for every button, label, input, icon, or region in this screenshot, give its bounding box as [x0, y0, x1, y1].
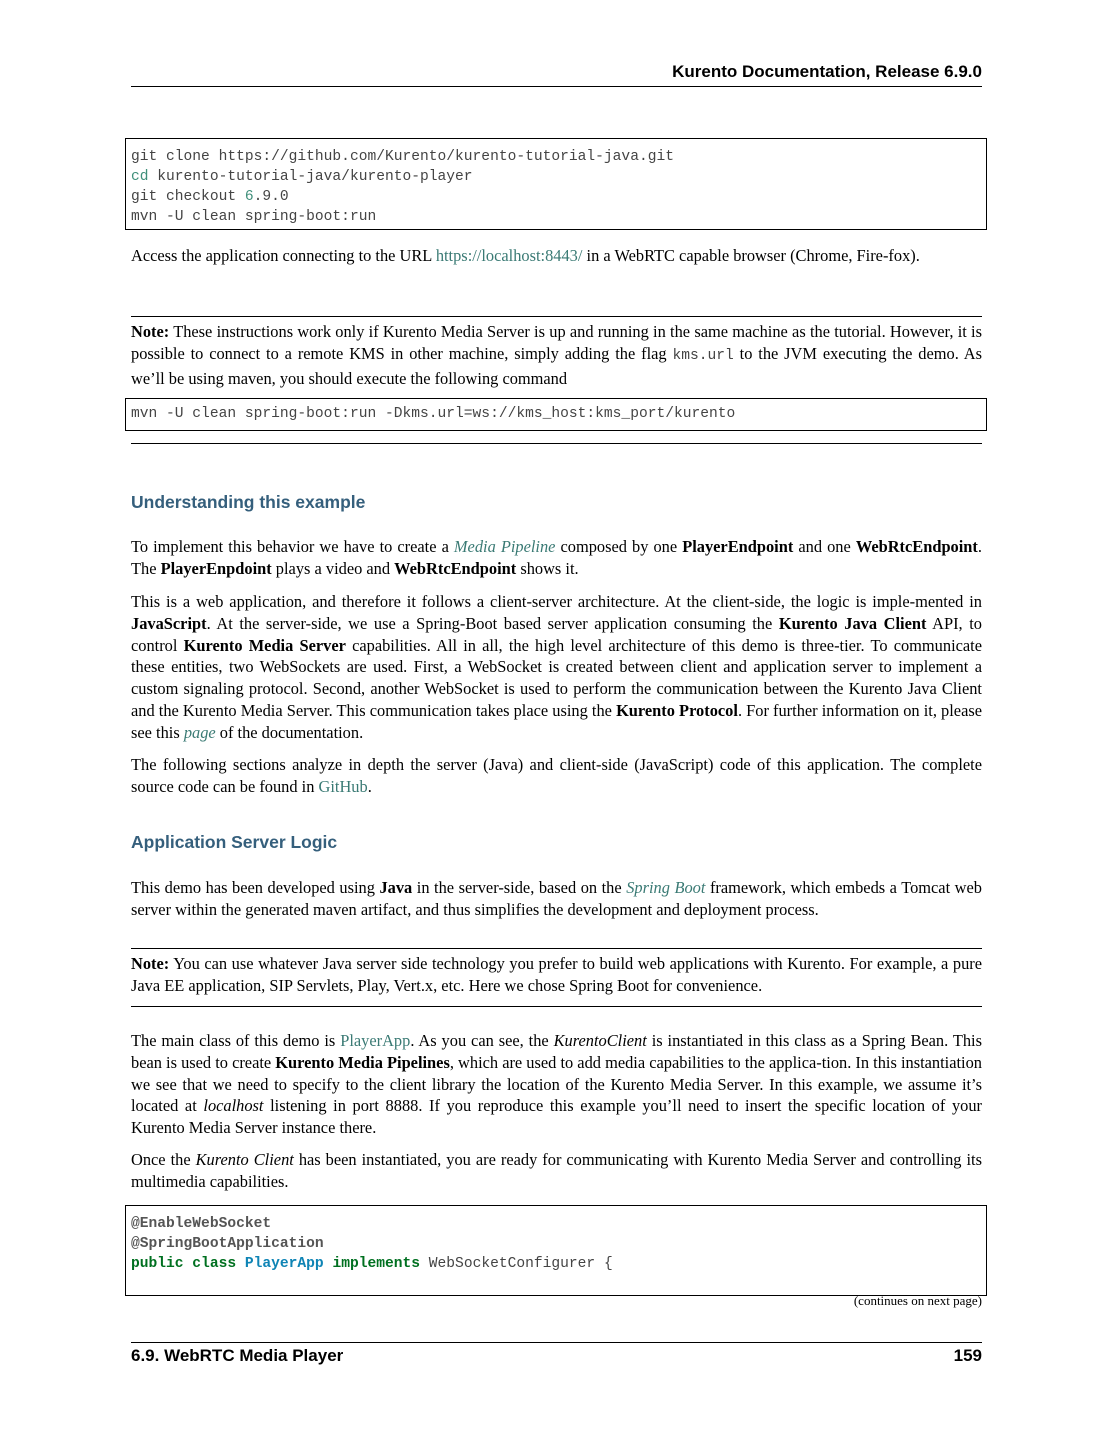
text-run: KurentoClient	[553, 1031, 647, 1050]
bold-text: Note:	[131, 954, 170, 973]
link[interactable]: Media Pipeline	[453, 537, 556, 556]
code-line: @SpringBootApplication	[131, 1236, 324, 1252]
text-run: This demo has been developed using	[131, 878, 380, 897]
code-token: git checkout	[131, 189, 245, 205]
text-run: Kurento Client	[195, 1150, 294, 1169]
note-paragraph	[131, 321, 982, 389]
text-run: This is a web application, and therefore it follows a client-server architecture. At the client-side, the logic is imple-mented in	[131, 592, 982, 611]
bold-text: Note:	[131, 322, 170, 341]
code-line: mvn -U clean spring-boot:run	[131, 209, 377, 225]
link[interactable]: page	[183, 722, 216, 742]
note-paragraph	[131, 953, 982, 997]
footer-section: 6.9. WebRTC Media Player	[131, 1346, 344, 1365]
text-run: Access the application connecting to the URL	[131, 246, 436, 265]
text-run: . For further information on it, please see this	[131, 700, 982, 742]
text-run: . The	[131, 537, 982, 578]
bold-text: WebRtcEndpoint	[855, 537, 978, 556]
code-block-kms-url	[125, 398, 987, 431]
page-number: 159	[953, 1346, 982, 1365]
text-run: and one	[793, 537, 856, 556]
text-run: Once the	[131, 1150, 196, 1169]
section-heading: Application Server Logic	[131, 832, 338, 852]
text-run: .	[367, 776, 372, 796]
paragraph	[131, 245, 982, 267]
text-run: localhost	[203, 1096, 264, 1116]
text-run: listening in port 8888. If you reproduce this example you’ll need to insert the specific location of your Kurento Media Server instance there.	[131, 1096, 982, 1138]
note-rule-top	[131, 948, 982, 949]
running-footer	[131, 1346, 982, 1366]
bold-text: Kurento Java Client	[778, 613, 927, 633]
code-token: kurento-tutorial-java/kurento-player	[148, 169, 473, 185]
continues-note: (continues on next page)	[853, 1293, 982, 1308]
paragraph	[131, 754, 982, 798]
note-rule-bottom	[131, 443, 982, 444]
section-heading: Understanding this example	[131, 492, 366, 512]
bold-text: PlayerEndpoint	[682, 537, 794, 556]
bold-text: Kurento Media Pipelines	[275, 1052, 450, 1072]
paragraph	[131, 591, 982, 744]
paragraph	[131, 536, 982, 580]
code-line: git clone https://github.com/Kurento/kurento-tutorial-java.git	[131, 149, 674, 165]
code-line: mvn -U clean spring-boot:run -Dkms.url=ws://kms_host:kms_port/kurento	[131, 406, 736, 422]
code-block-clone	[125, 138, 987, 230]
bold-text: WebRtcEndpoint	[394, 558, 517, 578]
header-rule	[131, 86, 982, 87]
bold-text: Kurento Media Server	[183, 635, 346, 655]
text-run: is instantiated in this class as a Spring Bean. This bean is used to create	[131, 1031, 982, 1072]
text-run: API, to control	[131, 613, 982, 655]
bold-text: JavaScript	[131, 613, 207, 633]
bold-text: Java	[379, 878, 413, 897]
code-line: @EnableWebSocket	[131, 1216, 272, 1232]
code-token: cd	[131, 169, 149, 185]
text-run: You can use whatever Java server side technology you prefer to build web applications with Kurento. For example, a pure Java EE application, SIP Servlets, Play, Vert.x, etc. Here we chose Spring Boot for convenience.	[131, 954, 982, 995]
text-run: . At the server-side, we use a Spring-Boot based server application consuming the	[206, 613, 779, 633]
paragraph	[131, 1030, 982, 1139]
code-block-playerapp	[125, 1205, 987, 1296]
text-run: These instructions work only if Kurento Media Server is up and running in the same machine as the tutorial. However, it is possible to connect to a remote KMS in other machine, simply adding the flag	[131, 322, 982, 363]
link[interactable]: PlayerApp	[340, 1031, 411, 1050]
text-run: to the JVM executing the demo. As we’ll be using maven, you should execute the following command	[131, 343, 982, 388]
code-token: 6	[244, 189, 254, 205]
paragraph	[131, 1149, 982, 1193]
text-run: shows it.	[516, 558, 579, 578]
note-rule-bottom	[131, 1006, 982, 1007]
code-token: implements	[332, 1256, 421, 1272]
text-run: composed by one	[555, 537, 683, 556]
link[interactable]: GitHub	[318, 776, 368, 796]
note-rule-top	[131, 316, 982, 317]
text-run: framework, which embeds a Tomcat web server within the generated maven artifact, and thus simplifies the development and deployment process.	[131, 878, 982, 919]
code-token: WebSocketConfigurer {	[420, 1256, 613, 1272]
running-header: Kurento Documentation, Release 6.9.0	[672, 62, 982, 81]
text-run: has been instantiated, you are ready for communicating with Kurento Media Server and controlling its multimedia capabilities.	[131, 1150, 982, 1191]
text-run: in the server-side, based on the	[412, 878, 627, 897]
link[interactable]: Spring Boot	[626, 878, 706, 897]
text-run: , which are used to add media capabilities to the applica-tion. In this instantiation we see that we need to specify to the client library the location of the Kurento Media Server. In this example, we assume it’s located at	[131, 1052, 982, 1116]
link[interactable]: https://localhost:8443/	[435, 246, 583, 265]
text-run: capabilities. All in all, the high level architecture of this demo is three-tier. To communicate these entities, two WebSockets are used. First, a WebSocket is created between client and application server to implement a custom signaling protocol. Second, another WebSocket is used to perform the communication between the Kurento Java Client and the Kurento Media Server. This communication takes place using the	[131, 635, 983, 720]
code-token: .9.0	[253, 189, 289, 205]
code-token: PlayerApp	[244, 1256, 324, 1272]
text-run: of the documentation.	[215, 722, 364, 742]
footer-rule	[131, 1342, 982, 1343]
text-run: The main class of this demo is	[131, 1031, 341, 1050]
text-run: plays a video and	[271, 558, 395, 578]
bold-text: PlayerEnpdoint	[160, 558, 272, 578]
code-token: public class	[131, 1256, 237, 1272]
paragraph	[131, 877, 982, 921]
text-run: . As you can see, the	[410, 1031, 554, 1050]
text-run: To implement this behavior we have to create a	[131, 537, 454, 556]
text-run: in a WebRTC capable browser (Chrome, Fire-fox).	[582, 246, 920, 265]
inline-code: kms.url	[672, 347, 734, 364]
text-run: The following sections analyze in depth the server (Java) and client-side (JavaScript) code of this application. The complete source code can be found in	[131, 755, 982, 796]
bold-text: Kurento Protocol	[616, 700, 738, 720]
